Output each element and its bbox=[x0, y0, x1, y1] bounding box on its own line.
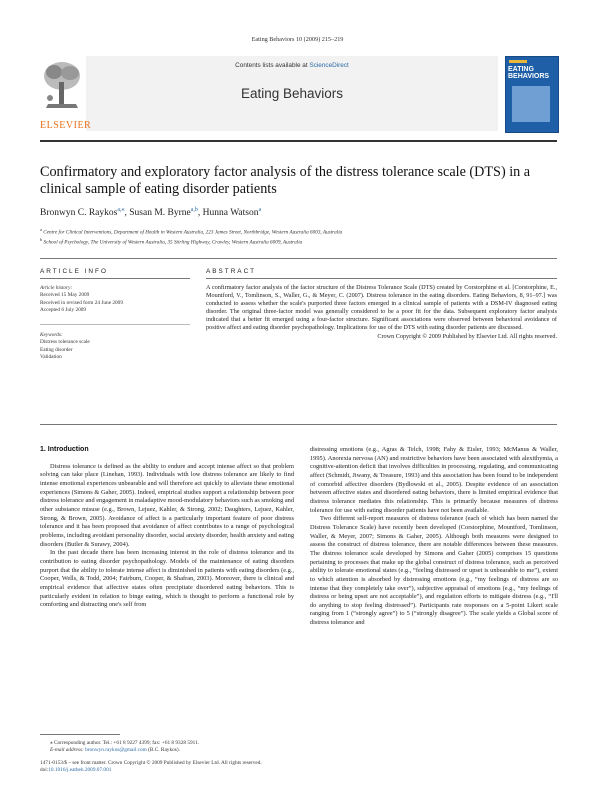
keyword: Distress tolerance scale bbox=[40, 339, 90, 346]
footnote-rule bbox=[40, 734, 120, 735]
body-right-column bbox=[310, 446, 558, 628]
sciencedirect-link[interactable]: ScienceDirect bbox=[309, 62, 349, 69]
elsevier-wordmark: ELSEVIER bbox=[40, 120, 92, 131]
article-metadata bbox=[40, 760, 440, 774]
article-info-heading: ARTICLE INFO bbox=[40, 268, 108, 275]
history-item: Received 15 May 2009 bbox=[40, 292, 90, 299]
author-sup[interactable]: a bbox=[258, 207, 262, 213]
email-suffix: (B.C. Raykos). bbox=[148, 747, 180, 753]
contents-prefix: Contents lists available at bbox=[235, 62, 308, 69]
contents-line bbox=[86, 62, 498, 69]
affiliation bbox=[40, 237, 560, 246]
email-label: E-mail address: bbox=[50, 747, 84, 753]
divider bbox=[40, 258, 557, 259]
article-title: Confirmatory and exploratory factor analysis of the distress tolerance scale (DTS) in a clinical sample of eating disorder patients bbox=[40, 164, 531, 197]
affiliation-text: Centre for Clinical Interventions, Department of Health in Western Australia, 223 James Street, Northbridge, Western Australia 6003, Australia bbox=[43, 229, 343, 236]
paragraph: In the past decade there has been increasing interest in the role of distress tolerance and its contribution to eating disorder psychopathology. Models of the maintenance of eating disorders purport that the ability to tolerate intense affect is diminished in patients with eating disorders (e.g., Cooper, Wells, & Todd, 2004; Fairburn, Cooper, & Shafran, 2003). Moreover, there is clinical and empirical evidence that affective states often precipitate disordered eating behaviors. This is particularly evident in relation to binge eating, which is thought to perform a functional role by comforting and distracting one's self from bbox=[40, 549, 294, 609]
abstract-copyright: Crown Copyright © 2009 Published by Elsevier Ltd. All rights reserved. bbox=[377, 332, 557, 340]
email-link[interactable]: bronwyn.raykos@gmail.com bbox=[85, 747, 147, 753]
affiliation bbox=[40, 227, 560, 236]
paragraph: Distress tolerance is defined as the ability to endure and accept intense affect so that problem solving can take place (Linehan, 1993). Individuals with low distress tolerance are likely to find intense emotional experiences unbearable and will therefore act quickly to alleviate these emotional experiences (Simons & Gaher, 2005). Indeed, empirical studies support a relationship between poor distress tolerance and engagement in maladaptive mood-modulatory behaviors such as smoking and other substance misuse (e.g., Brown, Lejuez, Kahler, & Strong, 2002; Daughters, Lejuez, Kahler, Strong, & Brown, 2005). Avoidance of affect is a particularly important feature of poor distress tolerance and it has been proposed that avoidance of affect contributes to a range of psychological problems, including avoidant personality disorder, social anxiety disorder, health anxiety and eating disorders (Butler & Surawy, 2004). bbox=[40, 462, 294, 548]
author-name: Bronwyn C. Raykos bbox=[40, 208, 118, 219]
author-sup[interactable]: a,b bbox=[190, 207, 198, 213]
divider bbox=[206, 278, 557, 279]
footnote bbox=[50, 740, 294, 754]
author-list: Bronwyn C. Raykos$^{a,⁎}$, Susan M. Byrne$^{a,b}$, Hunna Watson$^a$ bbox=[40, 207, 262, 219]
history-label: Article history: bbox=[40, 285, 73, 291]
cover-accent-bar bbox=[509, 60, 527, 63]
paragraph: Two different self-report measures of distress tolerance (each of which has been named the Distress Tolerance Scale) have recently been developed (Corstorphine, Mountford, Tomlinson, Waller, & Meyer, 2007; Simons & Gaher, 2005). Although both measures were designed to assess the construct of distress tolerance, there are notable differences between these measures. The distress tolerance scale developed by Simons and Gaher (2005) comprises 15 questions pertaining to processes that make up the global construct of distress tolerance, such as perceived ability to tolerate emotional states (e.g., “feeling distressed or upset is unbearable to me”), extent to which attention is absorbed by distressing emotions (e.g., “my feelings of distress are so intense that they completely take over”), subjective appraisal of emotions (e.g., “my feelings of distress or being upset are not acceptable”), and regulation efforts to mitigate distress (e.g., “I'll do anything to stop feeling distressed”). Participants rate responses on a 5-point Likert scale ranging from 1 (“strongly agree”) to 5 (“strongly disagree”). The scale yields a Global score of distress tolerance and bbox=[310, 515, 558, 627]
affiliation-text: School of Psychology, The University of Western Australia, 35 Stirling Highway, Crawley, Western Australia 6009, Australia bbox=[43, 239, 303, 246]
abstract-heading: ABSTRACT bbox=[206, 268, 257, 275]
issn-line: 1471-0153/$ – see front matter. Crown Copyright © 2009 Published by Elsevier Ltd. All rights reserved. bbox=[40, 760, 262, 766]
cover-title: EATING BEHAVIORS bbox=[508, 66, 550, 80]
divider bbox=[40, 424, 557, 425]
corresponding-author: ⁎ Corresponding author. Tel.: +61 8 9227 4399; fax: +61 8 9328 5911. bbox=[50, 740, 200, 746]
keyword: Eating disorder bbox=[40, 346, 73, 353]
keywords-label: Keywords: bbox=[40, 332, 63, 338]
body-left-column bbox=[40, 446, 294, 610]
section-heading: 1. Introduction bbox=[40, 446, 89, 453]
divider bbox=[40, 278, 190, 279]
history-item: Received in revised form 24 June 2009 bbox=[40, 299, 123, 306]
elsevier-tree-logo-icon bbox=[40, 58, 84, 112]
journal-name[interactable]: Eating Behaviors bbox=[240, 86, 344, 101]
abstract-text: A confirmatory factor analysis of the factor structure of the Distress Tolerance Scale (DTS) created by Corstorphine et al. [Corstorphine, E., Mountford, V., Tomlinson, S., Waller, G., & Meyer, C. (2007). Distress tolerance in the eating disorders. Eating Behaviors, 8, 91–97.] was conducted to assess whether the scale's purported three factors emerged in a clinical sample of patients with a DSM-IV diagnosed eating disorder. The original three-factor model was generally considered to be a poor fit for the data. Subsequent exploratory factor analysis indicated that a better fit emerged using a four-factor structure. Significant associations were observed between behavioral avoidance of positive affect and eating disorder psychopathology. Implications for use of the DTS with eating disorder patients are discussed. bbox=[206, 284, 557, 332]
affiliation-marker: b bbox=[40, 237, 43, 242]
history-item: Accepted 6 July 2009 bbox=[40, 307, 87, 314]
divider bbox=[40, 324, 190, 325]
author-sup[interactable]: a,⁎ bbox=[117, 207, 125, 213]
author-name: Hunna Watson bbox=[202, 208, 259, 219]
keyword: Validation bbox=[40, 354, 62, 361]
doi-link[interactable]: 10.1016/j.eatbeh.2009.07.001 bbox=[48, 767, 112, 773]
article-history bbox=[40, 285, 190, 315]
affiliation-marker: a bbox=[40, 227, 42, 232]
running-head: Eating Behaviors 10 (2009) 215–219 bbox=[251, 36, 344, 43]
keywords bbox=[40, 332, 190, 362]
header-rule bbox=[40, 140, 557, 142]
doi-label: doi: bbox=[40, 767, 49, 773]
cover-image bbox=[512, 86, 550, 122]
abstract-body bbox=[206, 284, 557, 341]
paragraph: distressing emotions (e.g., Agras & Telch, 1998; Fahy & Eisler, 1993; McManus & Waller, 1995). Anorexia nervosa (AN) and restrictive behaviors have been associated with alexithymia, a cognitive-attention deficit that involves difficulties in processing, regulating, and communicating affect (Schmidt, Jiwany, & Treasure, 1993) and this association has been found to be independent of comorbid affective disorders (Bydlowski et al., 2005). Despite evidence of an association between affective states and disordered eating behaviors, there is limited empirical evidence that distress tolerance mediates this relationship. This is primarily because measures of distress tolerance for use with eating disorder patients have not been available. bbox=[310, 446, 558, 514]
author-name: Susan M. Byrne bbox=[129, 208, 191, 219]
